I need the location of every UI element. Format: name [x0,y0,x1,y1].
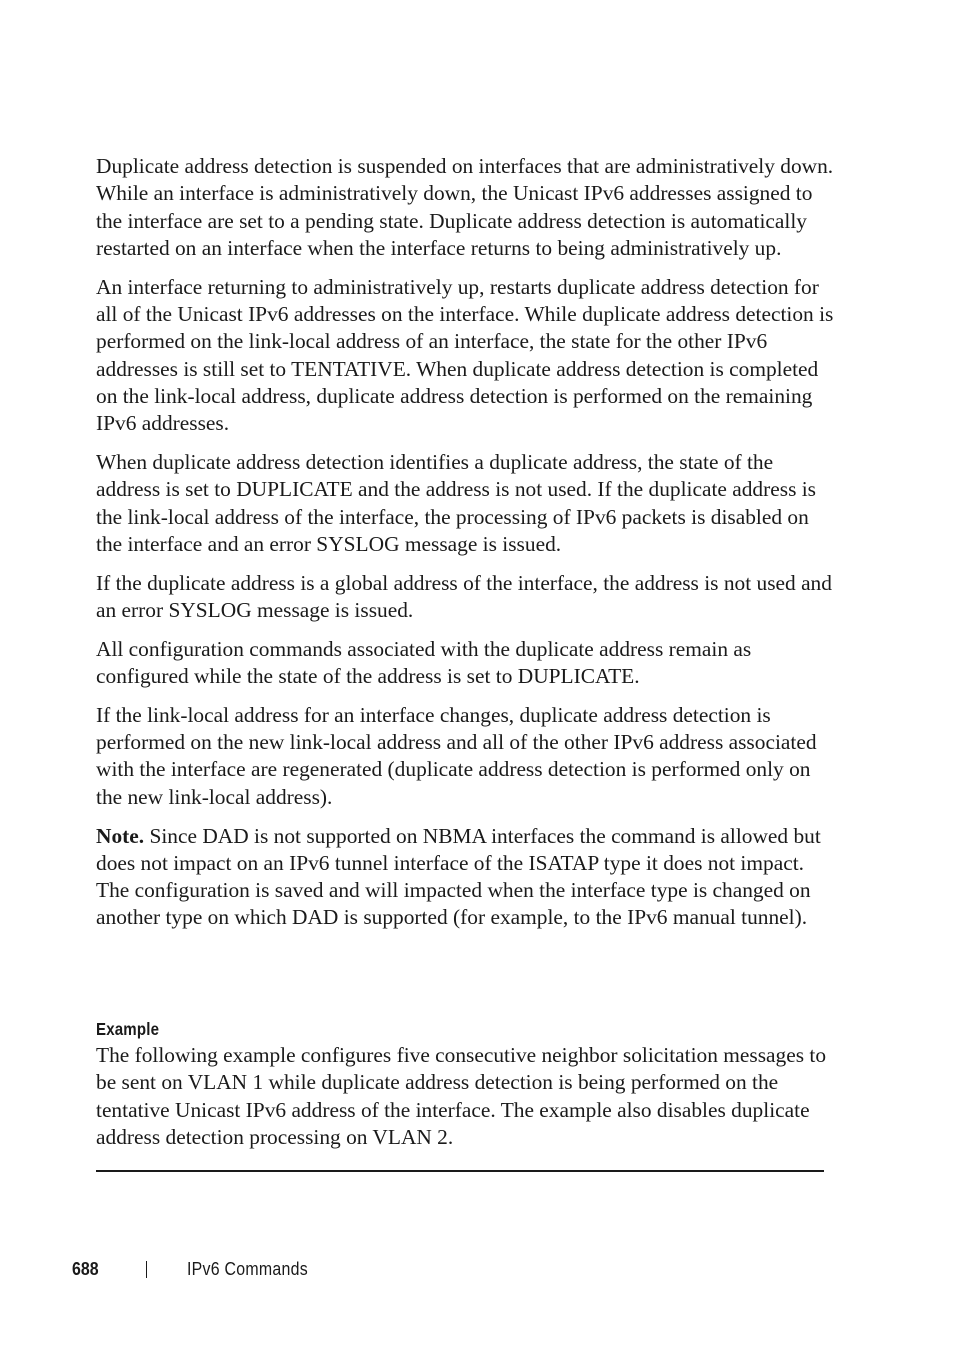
page-footer [0,1256,954,1282]
paragraph: All configuration commands associated with the duplicate address remain as configured while the state of the address is set to DUPLICATE. [96,636,752,689]
paragraph: When duplicate address detection identifies a duplicate address, the state of the address is set to DUPLICATE and the address is not used. If the duplicate address is the link-local address of the interface, the processing of IPv6 packets is disabled on the interface and an error SYSLOG message is issued. [96,449,817,556]
note-paragraph [96,823,836,932]
example-heading: Example [96,1019,160,1039]
paragraph: If the duplicate address is a global address of the interface, the address is not used and an error SYSLOG message is issued. [96,570,832,622]
note-label: Note. [96,823,145,848]
paragraph: An interface returning to administratively up, restarts duplicate address detection for all of the Unicast IPv6 addresses on the interface. While duplicate address detection is performed on the link-local address of an interface, the state for the other IPv6 addresses is still set to TENTATIVE. When duplicate address detection is completed on the link-local address, duplicate address detection is performed on the remaining IPv6 addresses. [96,274,834,436]
paragraph: If the link-local address for an interface changes, duplicate address detection is performed on the new link-local address and all of the other IPv6 address associated with the interface are regenerated (duplicate address detection is performed only on the new link-local address). [96,702,817,809]
body-text [96,153,836,943]
note-text: Since DAD is not supported on NBMA interfaces the command is allowed but does not impact on an IPv6 tunnel interface of the ISATAP type it does not impact. The configuration is saved and will impacted when the interface type is changed on another type on which DAD is supported (for example, to the IPv6 manual tunnel). [96,823,821,930]
section-name: IPv6 Commands [187,1258,308,1279]
page-number: 688 [72,1258,99,1279]
paragraph: Duplicate address detection is suspended on interfaces that are administratively down. While an interface is administratively down, the Unicast IPv6 addresses assigned to the interface are set to a pending state. Duplicate address detection is automatically restarted on an interface when the interface returns to being administratively up. [96,154,834,260]
example-text: The following example configures five consecutive neighbor solicitation messages to be sent on VLAN 1 while duplicate address detection is being performed on the tentative Unicast IPv6 address of the interface. The example also disables duplicate address detection processing on VLAN 2. [96,1043,827,1149]
divider-rule [96,1170,824,1172]
footer-separator [146,1261,147,1278]
